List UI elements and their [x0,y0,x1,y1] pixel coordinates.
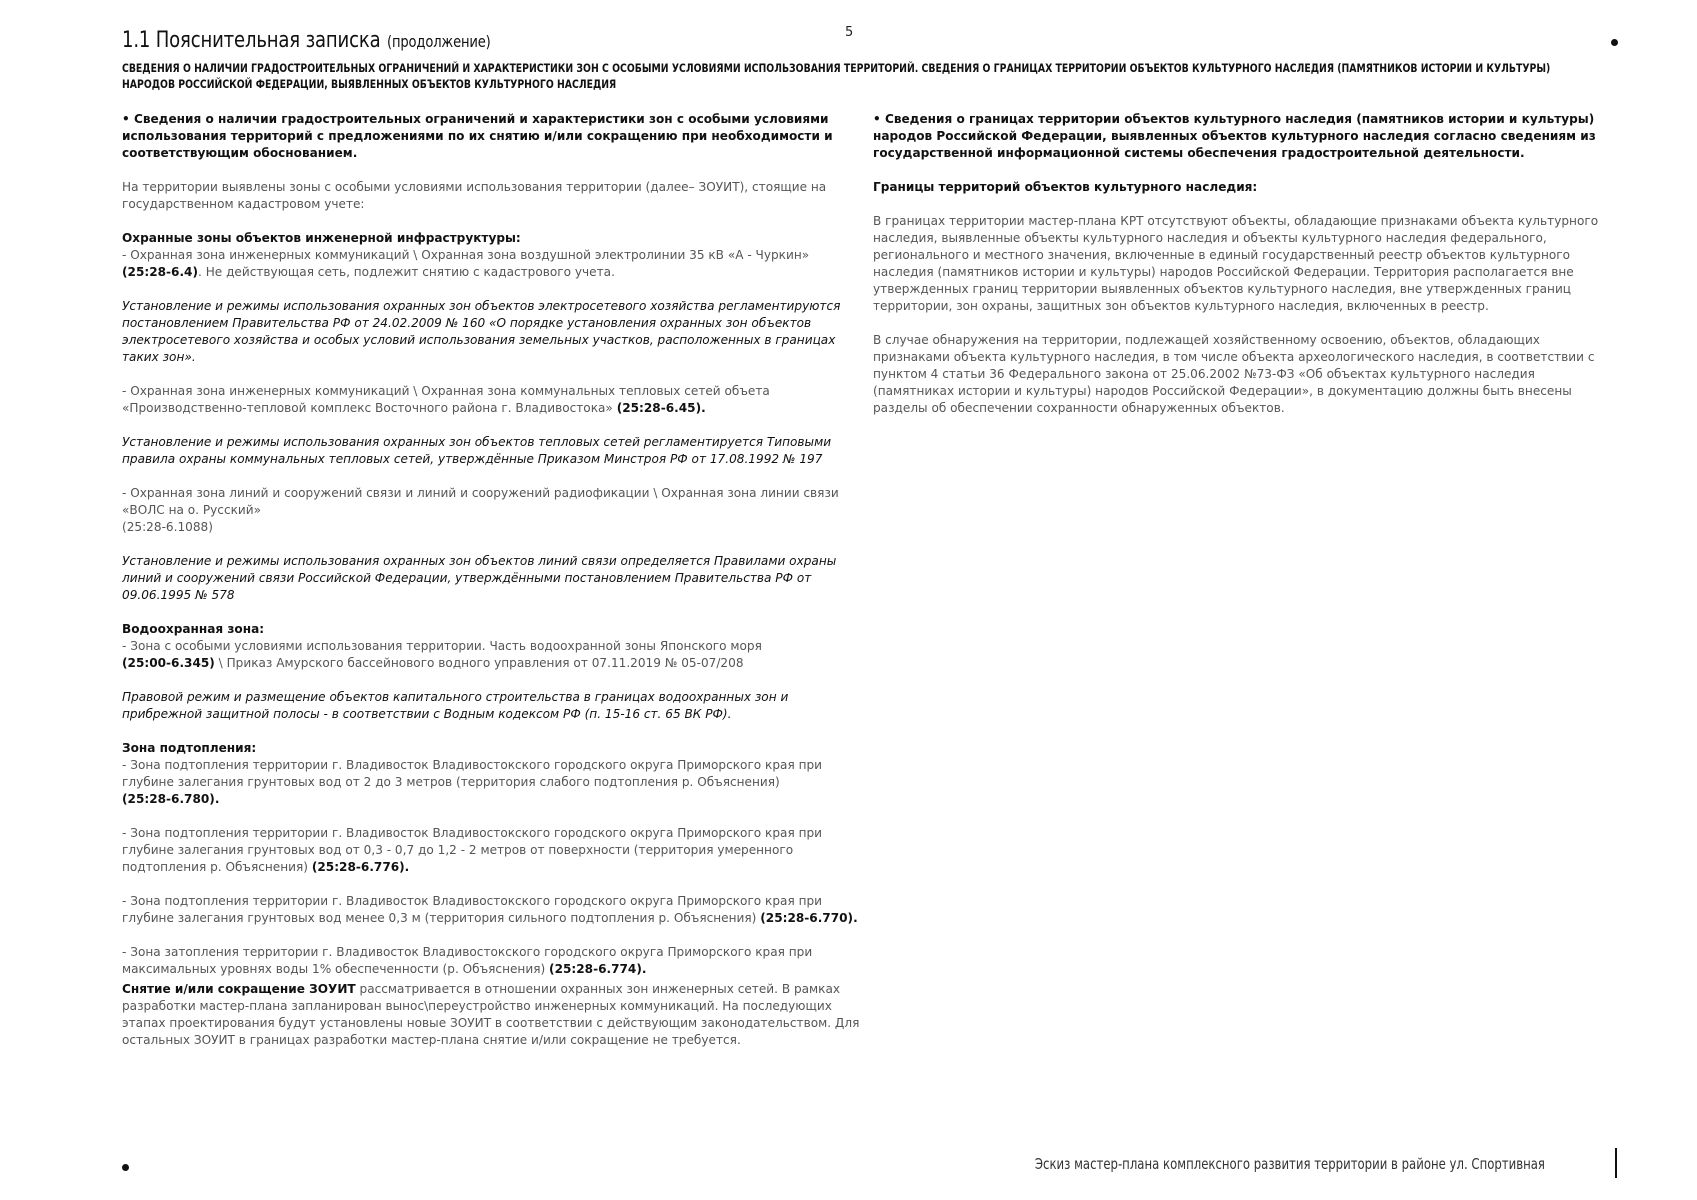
page-number: 5 [845,25,854,40]
right-column [873,111,1603,434]
cadastral-code: (25:28-6.774). [549,962,647,976]
footer-caption: Эскиз мастер-плана комплексного развития территории в районе ул. Спортивная [1034,1155,1545,1173]
water-zone-title: Водоохранная зона: [122,622,265,636]
cadastral-code: (25:28-6.776). [311,860,410,874]
cadastral-code: (25:00-6.345) [122,656,215,670]
left-column [122,111,862,1066]
engineering-zone-1-regulation: Установление и режимы использования охранных зон объектов электросетевого хозяйства регламентируются постановлением Правительства РФ от 24.02.2009 № 160 «О порядке установления охранных зон объектов электросетевого хозяйства и особых условий использования земельных участков, расположенных в границах таких зон». [122,299,841,364]
engineering-zone-2: - Охранная зона инженерных коммуникаций \ Охранная зона коммунальных тепловых сетей объета «Производственно-тепловой комплекс Восточного района г. Владивостока» (25:28-6.45). [122,384,770,415]
cadastral-code: (25:28-6.45). [616,401,706,415]
zouit-intro: На территории выявлены зоны с особыми условиями использования территории (далее– ЗОУИТ), стоящие на государственном кадастровом учете: [122,180,827,211]
heritage-paragraph-2: В случае обнаружения на территории, подлежащей хозяйственному освоению, объектов, обладающих признаками объекта культурного наследия, в том числе объекта археологического наследия, в соответствии с пунктом 4 статьи 36 Федерального закона от 25.06.2002 №73-ФЗ «Об объектах культурного наследия (памятниках истории и культуры) народов Российской Федерации», в документацию должны быть внесены разделы об обеспечении сохранности обнаруженных объектов. [873,333,1595,415]
flood-zone-2: - Зона подтопления территории г. Владивосток Владивостокского городского округа Приморского края при глубине залегания грунтовых вод от 0,3 - 0,7 до 1,2 - 2 метров от поверхности (территория умеренного подтопления р. Объяснения) (25:28-6.776). [122,826,823,874]
zouit-removal-note: Снятие и/или сокращение ЗОУИТ рассматривается в отношении охранных зон инженерных сетей. В рамках разработки мастер-плана запланирован вынос\переустройство инженерных коммуникаций. На последующих этапах проектирования будут установлены новые ЗОУИТ в соответствии с действующим законодательством. Для остальных ЗОУИТ в границах разработки мастер-плана снятие и/или сокращение не требуется. [122,982,860,1047]
title-note: (продолжение) [387,32,491,51]
cadastral-code: (25:28-6.1088) [122,520,213,534]
page-title [122,28,491,53]
heritage-boundaries-heading: Границы территорий объектов культурного наследия: [873,180,1258,194]
engineering-zones-title: Охранные зоны объектов инженерной инфраструктуры: [122,231,521,245]
engineering-zone-1: - Охранная зона инженерных коммуникаций \ Охранная зона воздушной электролинии 35 кВ «А - Чуркин» (25:28-6.4). Не действующая сеть, подлежит снятию с кадастрового учета. [122,248,810,279]
flood-zone-title: Зона подтопления: [122,741,257,755]
water-zone-item: - Зона с особыми условиями использования территории. Часть водоохранной зоны Японского моря (25:00-6.345) \ Приказ Амурского бассейнового водного управления от 07.11.2019 № 05-07/208 [122,639,762,670]
bullet-marker-bottom [122,1164,129,1171]
cadastral-code: (25:28-6.4) [122,265,198,279]
cadastral-code: (25:28-6.770). [760,911,858,925]
water-zone-regulation: Правовой режим и размещение объектов капитального строительства в границах водоохранных зон и прибрежной защитной полосы - в соответствии с Водным кодексом РФ (п. 15-16 ст. 65 ВК РФ). [122,690,789,721]
engineering-zone-3-regulation: Установление и режимы использования охранных зон объектов линий связи определяется Правилами охраны линий и сооружений связи Российской Федерации, утверждёнными постановлением Правительства РФ от 09.06.1995 № 578 [122,554,837,602]
footer-divider [1615,1148,1617,1178]
bullet-marker-top [1611,39,1618,46]
heritage-paragraph-1: В границах территории мастер-плана КРТ отсутствуют объекты, обладающие признаками объекта культурного наследия, выявленные объекты культурного наследия и объекты культурного наследия федерального, регионального и местного значения, включенные в единый государственный реестр объектов культурного наследия (памятников истории и культуры) народов Российской Федерации. Территория располагается вне утвержденных границ территории выявленных объектов культурного наследия, вне утвержденных границ территории, зон охраны, защитных зон объектов культурного наследия, включенных в реестр. [873,214,1599,313]
flood-zone-4: - Зона затопления территории г. Владивосток Владивостокского городского округа Приморского края при максимальных уровнях воды 1% обеспеченности (р. Объяснения) (25:28-6.774). [122,945,813,976]
cadastral-code: (25:28-6.780). [122,792,220,806]
engineering-zone-2-regulation: Установление и режимы использования охранных зон объектов тепловых сетей регламентируется Типовыми правила охраны коммунальных тепловых сетей, утверждённые Приказом Минстроя РФ от 17.08.1992 № 197 [122,435,832,466]
title-text: 1.1 Пояснительная записка [122,28,381,53]
flood-zone-3: - Зона подтопления территории г. Владивосток Владивостокского городского округа Приморского края при глубине залегания грунтовых вод менее 0,3 м (территория сильного подтопления р. Объяснения) (25:28-6.770). [122,894,858,925]
page-subtitle: СВЕДЕНИЯ О НАЛИЧИИ ГРАДОСТРОИТЕЛЬНЫХ ОГРАНИЧЕНИЙ И ХАРАКТЕРИСТИКИ ЗОН С ОСОБЫМИ УСЛОВИЯМИ ИСПОЛЬЗОВАНИЯ ТЕРРИТОРИЙ. СВЕДЕНИЯ О ГРАНИЦАХ ТЕРРИТОРИИ ОБЪЕКТОВ КУЛЬТУРНОГО НАСЛЕДИЯ (ПАМЯТНИКОВ ИСТОРИИ И КУЛЬТУРЫ) НАРОДОВ РОССИЙСКОЙ ФЕДЕРАЦИИ, ВЫЯВЛЕННЫХ ОБЪЕКТОВ КУЛЬТУРНОГО НАСЛЕДИЯ [122,61,1551,91]
flood-zone-1: - Зона подтопления территории г. Владивосток Владивостокского городского округа Приморского края при глубине залегания грунтовых вод от 2 до 3 метров (территория слабого подтопления р. Объяснения) (25:28-6.780). [122,758,823,806]
right-section-heading: • Сведения о границах территории объектов культурного наследия (памятников истории и культуры) народов Российской Федерации, выявленных объектов культурного наследия согласно сведениям из государственной информационной системы обеспечения градостроительной деятельности. [873,112,1596,160]
engineering-zone-3: - Охранная зона линий и сооружений связи и линий и сооружений радиофикации \ Охранная зона линии связи «ВОЛС на о. Русский» (25:28-6.1088) [122,486,839,534]
left-section-heading: • Сведения о наличии градостроительных ограничений и характеристики зон с особыми условиями использования территорий с предложениями по их снятию и/или сокращению при необходимости и соответствующим обоснованием. [122,112,833,160]
